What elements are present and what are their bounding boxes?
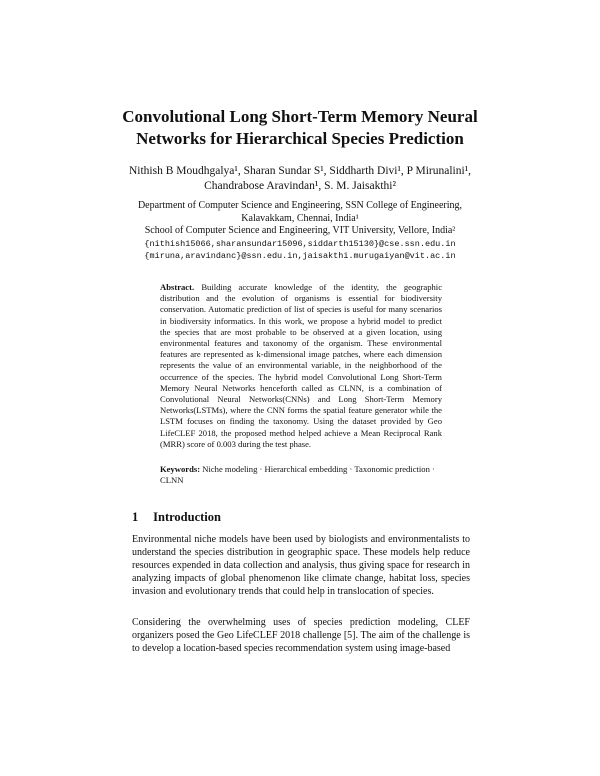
paper-title bbox=[60, 106, 540, 150]
affiliation-line-3: School of Computer Science and Engineering, VIT University, Vellore, India² bbox=[144, 225, 456, 236]
abstract-text: Building accurate knowledge of the identity, the geographic distribution and the evolution of organisms is essential for biodiversity conservation. Automatic prediction of list of species is useful for many scenarios in biodiversity informatics. In this work, we propose a hybrid model to predict the species that are most probable to be observed at a given location, using environmental features and taxonomy of the organism. These environmental features are represented as k-dimensional image patches, where each dimension represents the value of an environmental variable, in the neighborhood of the occurrence of the species. The hybrid model Convolutional Long Short-Term Memory Neural Networks henceforth called as CLNN, is a combination of Convolutional Neural Networks(CNNs) and Long Short-Term Memory Networks(LSTMs), where the CNN forms the spatial feature generator while the LSTM focuses on finding the taxonomy. Using the dataset provided by Geo LifeCLEF 2018, the proposed method helped achieve a Mean Reciprocal Rank (MRR) score of 0.003 during the test phase. bbox=[160, 282, 443, 449]
affiliations bbox=[100, 200, 500, 263]
title-line-2: Networks for Hierarchical Species Prediction bbox=[136, 129, 464, 148]
affiliation-line-1: Department of Computer Science and Engineering, SSN College of Engineering, bbox=[137, 200, 463, 211]
affiliation-line-2: Kalavakkam, Chennai, India¹ bbox=[241, 212, 359, 224]
paragraph-1: Environmental niche models have been used by biologists and environmentalists to understand the species distribution in geographic space. These models help reduce resources expended in data collection and analysis, thus giving space for research in analyzing impacts of global phenomenon like climate change, habitat loss, species invasion and evolutionary trends that could help in translocation of species. bbox=[132, 534, 470, 597]
email-line-1: {nithish15066,sharansundar15096,siddarth15130}@cse.ssn.edu.in bbox=[144, 238, 456, 249]
keywords bbox=[160, 464, 442, 486]
authors-line-2: Chandrabose Aravindan¹, S. M. Jaisakthi² bbox=[204, 180, 396, 192]
section-title: Introduction bbox=[153, 510, 221, 524]
keywords-label: Keywords: bbox=[160, 464, 201, 474]
section-number: 1 bbox=[132, 510, 139, 524]
keywords-text: Niche modeling · Hierarchical embedding · Taxonomic prediction · CLNN bbox=[160, 464, 435, 486]
paragraph-2: Considering the overwhelming uses of species prediction modeling, CLEF organizers posed the Geo LifeCLEF 2018 challenge [5]. The aim of the challenge is to develop a location-based species recommendation system using image-based bbox=[132, 617, 470, 654]
author-list bbox=[90, 164, 510, 194]
authors-line-1: Nithish B Moudhgalya¹, Sharan Sundar S¹, Siddharth Divi¹, P Mirunalini¹, bbox=[128, 165, 472, 177]
title-line-1: Convolutional Long Short-Term Memory Neural bbox=[122, 107, 478, 126]
abstract-label: Abstract. bbox=[160, 282, 195, 292]
abstract bbox=[160, 282, 442, 450]
section-heading bbox=[132, 510, 221, 525]
email-line-2: {miruna,aravindanc}@ssn.edu.in,jaisakthi.murugaiyan@vit.ac.in bbox=[144, 251, 456, 261]
